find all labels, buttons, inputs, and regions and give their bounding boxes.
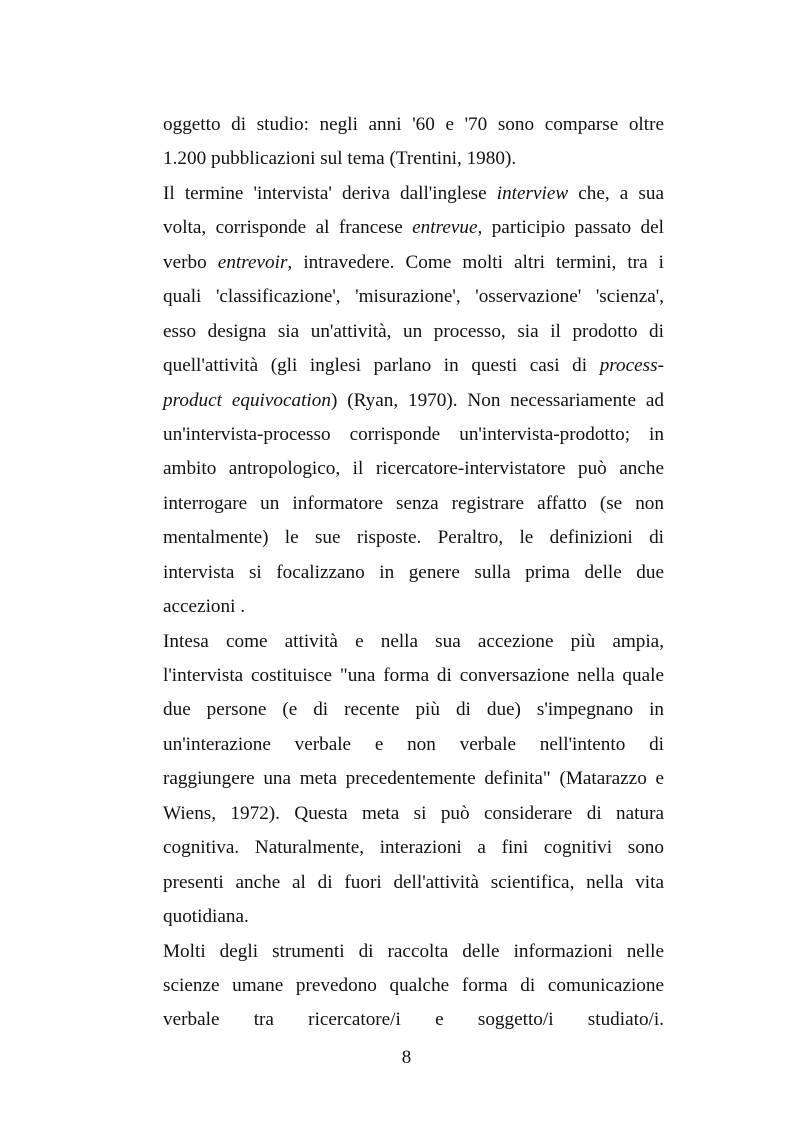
text-segment: Molti degli strumenti di raccolta delle informazioni nelle <box>163 940 664 962</box>
text-segment: esso designa sia un'attività, un processo, sia il prodotto di <box>163 320 664 342</box>
text-segment: ) (Ryan, 1970). Non necessariamente ad <box>330 389 664 411</box>
text-line <box>163 969 664 1003</box>
text-segment: volta, corrisponde al francese <box>163 217 413 239</box>
text-segment: quell'attività (gli inglesi parlano in questi casi di <box>163 355 600 377</box>
text-segment: , participio passato del <box>477 217 664 239</box>
text-line <box>163 177 664 211</box>
text-line <box>163 142 664 176</box>
text-segment: un'intervista-processo corrisponde un'intervista-prodotto; in <box>163 423 664 445</box>
text-line <box>163 418 664 452</box>
text-segment: quotidiana. <box>163 906 249 928</box>
text-segment: accezioni . <box>163 596 246 618</box>
text-line <box>163 384 664 418</box>
text-line <box>163 797 664 831</box>
page-number: 8 <box>401 1047 412 1068</box>
text-segment: scienze umane prevedono qualche forma di comunicazione <box>163 974 664 996</box>
body-text <box>163 108 664 1038</box>
text-segment: 1.200 pubblicazioni sul tema (Trentini, 1980). <box>163 148 517 170</box>
italic-term: product equivocation <box>163 389 331 411</box>
text-line <box>163 349 664 383</box>
text-line <box>163 625 664 659</box>
text-segment: due persone (e di recente più di due) s'impegnano in <box>163 699 664 721</box>
text-segment: intervista si focalizzano in genere sulla prima delle due <box>163 561 664 583</box>
text-line <box>163 280 664 314</box>
text-line <box>163 900 664 934</box>
text-line <box>163 487 664 521</box>
text-segment: presenti anche al di fuori dell'attività scientifica, nella vita <box>163 871 664 893</box>
text-line <box>163 108 664 142</box>
text-segment: interrogare un informatore senza registrare affatto (se non <box>163 492 664 514</box>
text-line <box>163 659 664 693</box>
italic-term: entrevoir <box>217 251 288 273</box>
text-segment: mentalmente) le sue risposte. Peraltro, le definizioni di <box>163 527 664 549</box>
text-segment: quali 'classificazione', 'misurazione', 'osservazione' 'scienza', <box>163 286 664 308</box>
text-segment: un'interazione verbale e non verbale nell'intento di <box>163 733 664 755</box>
text-line <box>163 728 664 762</box>
text-segment: Intesa come attività e nella sua accezione più ampia, <box>163 630 664 652</box>
text-segment: che, a sua <box>568 182 664 204</box>
text-segment: Il termine 'intervista' deriva dall'inglese <box>163 182 497 204</box>
italic-term: process- <box>599 355 664 377</box>
text-segment: cognitiva. Naturalmente, interazioni a fini cognitivi sono <box>163 837 664 859</box>
text-line <box>163 831 664 865</box>
text-line <box>163 693 664 727</box>
text-segment: raggiungere una meta precedentemente definita" (Matarazzo e <box>163 768 664 790</box>
text-line <box>163 452 664 486</box>
text-line <box>163 211 664 245</box>
text-segment: , intravedere. Come molti altri termini, tra i <box>287 251 665 273</box>
text-line <box>163 762 664 796</box>
text-line <box>163 246 664 280</box>
text-segment: verbo <box>163 251 218 273</box>
text-line <box>163 1003 664 1037</box>
text-segment: verbale tra ricercatore/i e soggetto/i studiato/i. <box>163 1009 664 1031</box>
text-line <box>163 315 664 349</box>
text-line <box>163 556 664 590</box>
text-line <box>163 866 664 900</box>
italic-term: entrevue <box>412 217 478 239</box>
text-line <box>163 521 664 555</box>
text-segment: l'intervista costituisce "una forma di conversazione nella quale <box>163 665 664 686</box>
text-segment: ambito antropologico, il ricercatore-intervistatore può anche <box>163 458 664 480</box>
text-line <box>163 590 664 624</box>
text-line <box>163 935 664 969</box>
text-segment: Wiens, 1972). Questa meta si può considerare di natura <box>163 802 664 824</box>
italic-term: interview <box>496 182 569 204</box>
text-segment: oggetto di studio: negli anni '60 e '70 sono comparse oltre <box>163 114 664 135</box>
